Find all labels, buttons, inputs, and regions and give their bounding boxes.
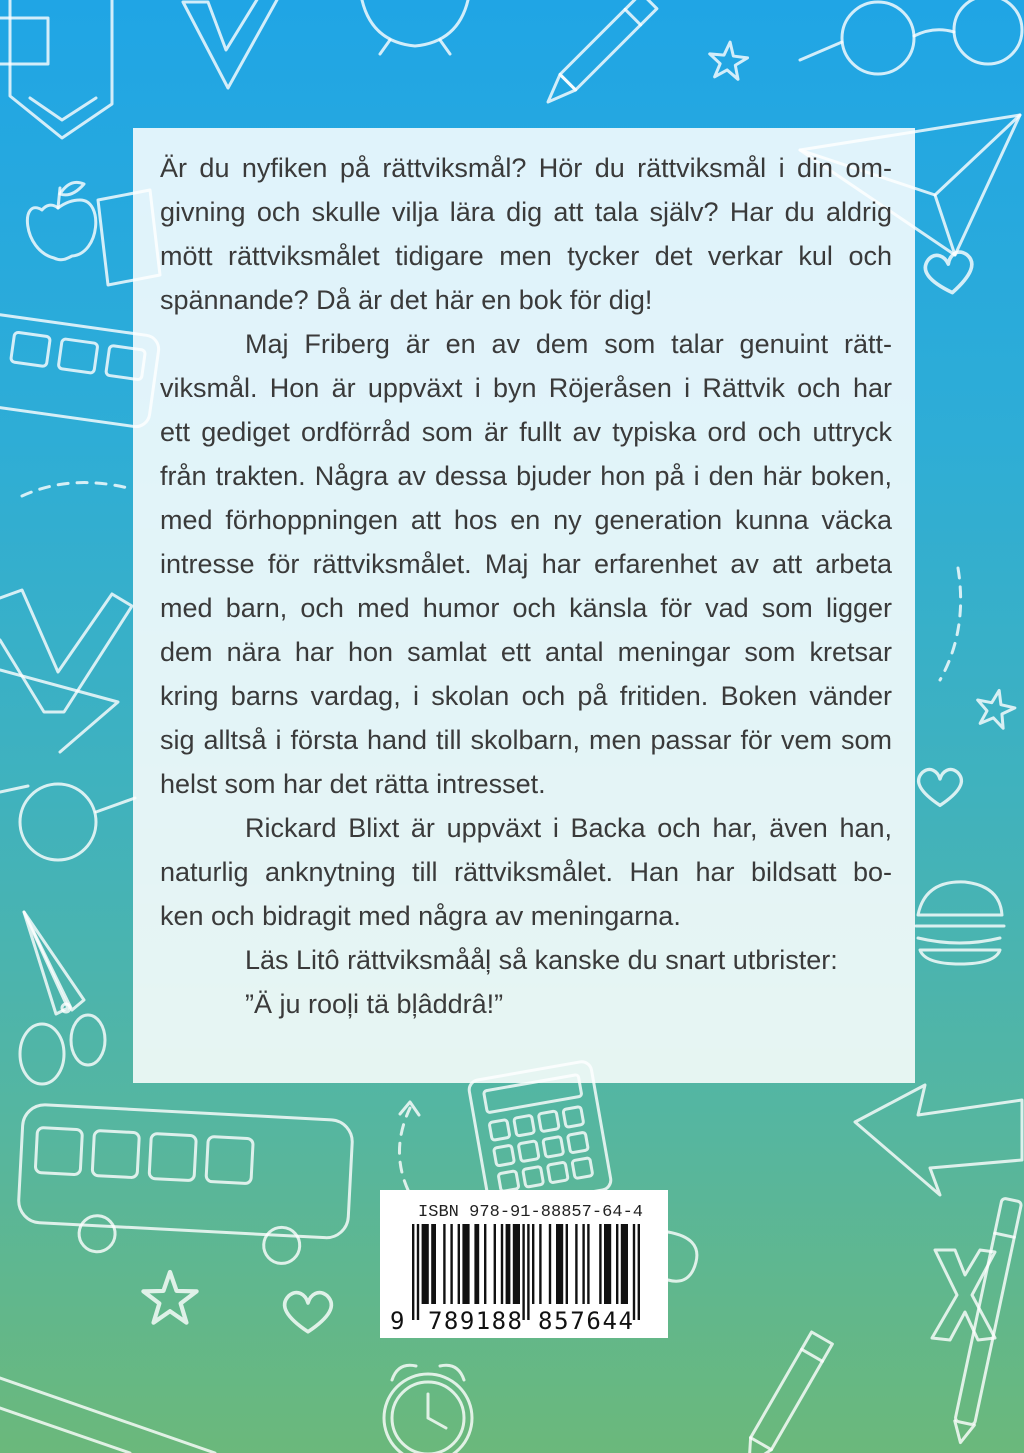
blurb-line: med förhoppningen att hos en ny generation kunna väcka xyxy=(160,505,892,535)
blurb-line: spännande? Då är det här en bok för dig! xyxy=(160,285,653,315)
heart-icon xyxy=(285,1293,332,1332)
folder-icon xyxy=(0,0,112,138)
barcode-bar xyxy=(539,1224,541,1304)
barcode-digits-left: 789188 xyxy=(428,1307,522,1335)
blurb-line: ken och bidragit med några av meningarna. xyxy=(160,901,681,931)
star-icon xyxy=(973,686,1018,729)
barcode-graphic xyxy=(380,1190,668,1338)
barcode-bar xyxy=(458,1224,460,1304)
barcode-bar xyxy=(412,1224,414,1320)
blurb-line: sig alltså i första hand till skolbarn, men passar för vem som xyxy=(160,725,892,755)
barcode-bar xyxy=(556,1224,563,1304)
barcode-bar xyxy=(582,1224,584,1304)
barcode-bar xyxy=(604,1224,611,1304)
barcode-bar xyxy=(566,1224,568,1304)
isbn-barcode xyxy=(380,1190,668,1338)
blurb-line: Rickard Blixt är uppväxt i Backa och har, även han, xyxy=(245,813,892,843)
dashed-path-icon xyxy=(22,483,128,496)
pencil-icon xyxy=(540,0,657,110)
blurb-line: med barn, och med humor och känsla för vad som ligger xyxy=(160,593,892,623)
apple-icon xyxy=(27,182,95,259)
barcode-bar xyxy=(431,1224,436,1304)
blurb-text xyxy=(160,146,892,1026)
barcode-bar xyxy=(484,1224,486,1304)
barcode-bar xyxy=(575,1224,577,1304)
x-mark-icon xyxy=(932,1250,995,1340)
barcode-bar xyxy=(599,1224,601,1304)
barcode-bar xyxy=(506,1224,511,1304)
glasses-icon xyxy=(800,0,1022,74)
star-icon xyxy=(707,40,749,80)
pencil-icon xyxy=(739,1332,833,1453)
barcode-bar xyxy=(513,1224,520,1304)
dialect-quote: ”Ä ju rooļi tä bļâddrâ!” xyxy=(245,989,504,1019)
barcode-bar xyxy=(527,1224,529,1320)
checkmark-icon xyxy=(0,590,132,712)
heart-icon xyxy=(924,251,976,296)
barcode-bar xyxy=(522,1224,524,1320)
alarm-clock-icon xyxy=(362,0,468,54)
isbn-label: ISBN 978-91-88857-64-4 xyxy=(418,1203,643,1222)
barcode-bar xyxy=(422,1224,429,1304)
barcode-bar xyxy=(549,1224,551,1304)
blurb-line: helst som har det rätta intresset. xyxy=(160,769,546,799)
barcode-bar xyxy=(532,1224,534,1304)
blurb-line: dem nära har hon samlat ett antal meningar som kretsar xyxy=(160,637,892,667)
glasses-icon xyxy=(0,784,135,860)
paragraph-illustrator xyxy=(160,806,892,938)
arrow-icon xyxy=(855,1085,1022,1195)
blurb-line: Läs Litô rättviksmååļ så kanske du snart utbrister: xyxy=(245,945,838,975)
star-icon xyxy=(143,1272,196,1323)
barcode-bar xyxy=(633,1224,635,1320)
barcode-bar xyxy=(616,1224,618,1304)
paragraph-author xyxy=(160,322,892,806)
barcode-digit-first: 9 xyxy=(390,1307,405,1335)
barcode-bar xyxy=(587,1224,589,1304)
blurb-line: givning och skulle vilja lära dig att tala själv? Har du aldrig xyxy=(160,197,892,227)
dashed-path-icon xyxy=(940,568,961,680)
blurb-line: ett gediget ordförråd som är fullt av typiska ord och uttryck xyxy=(160,417,892,447)
heart-icon xyxy=(919,769,962,805)
barcode-bar xyxy=(621,1224,628,1304)
alarm-clock-icon xyxy=(384,1365,472,1453)
paragraph-closing xyxy=(160,938,892,1026)
blurb-line: mött rättviksmålet tidigare men tycker det verkar kul och xyxy=(160,241,892,271)
barcode-bar xyxy=(462,1224,469,1304)
cup-icon xyxy=(668,1232,697,1281)
barcode-bar xyxy=(638,1224,640,1320)
checkmark-icon xyxy=(183,0,278,88)
blurb-line: Maj Friberg är en av dem som talar genuint rätt- xyxy=(245,329,892,359)
blurb-line: från trakten. Några av dessa bjuder hon på i den här boken, xyxy=(160,461,892,491)
barcode-bar xyxy=(443,1224,445,1304)
scissors-icon xyxy=(20,912,105,1084)
bus-icon xyxy=(16,1104,353,1267)
barcode-bar xyxy=(474,1224,479,1304)
barcode-bar xyxy=(501,1224,503,1304)
blurb-line: Är du nyfiken på rättviksmål? Hör du rättviksmål i din om- xyxy=(160,153,892,183)
barcode-digits-right: 857644 xyxy=(538,1307,633,1335)
hamburger-icon xyxy=(916,882,1004,964)
dashed-arrow-icon xyxy=(399,1102,419,1190)
blurb-line: naturlig anknytning till rättviksmålet. Han har bildsatt bo- xyxy=(160,857,892,887)
barcode-bar xyxy=(494,1224,496,1304)
ruler-icon xyxy=(0,1378,215,1453)
blurb-line: viksmål. Hon är uppväxt i byn Röjeråsen i Rättvik och har xyxy=(160,373,892,403)
paragraph-intro xyxy=(160,146,892,322)
blurb-line: kring barns vardag, i skolan och på fritiden. Boken vänder xyxy=(160,681,892,711)
blurb-line: intresse för rättviksmålet. Maj har erfarenhet av att arbeta xyxy=(160,549,892,579)
barcode-bars xyxy=(412,1224,640,1320)
barcode-bar xyxy=(417,1224,419,1320)
barcode-bar xyxy=(450,1224,452,1304)
